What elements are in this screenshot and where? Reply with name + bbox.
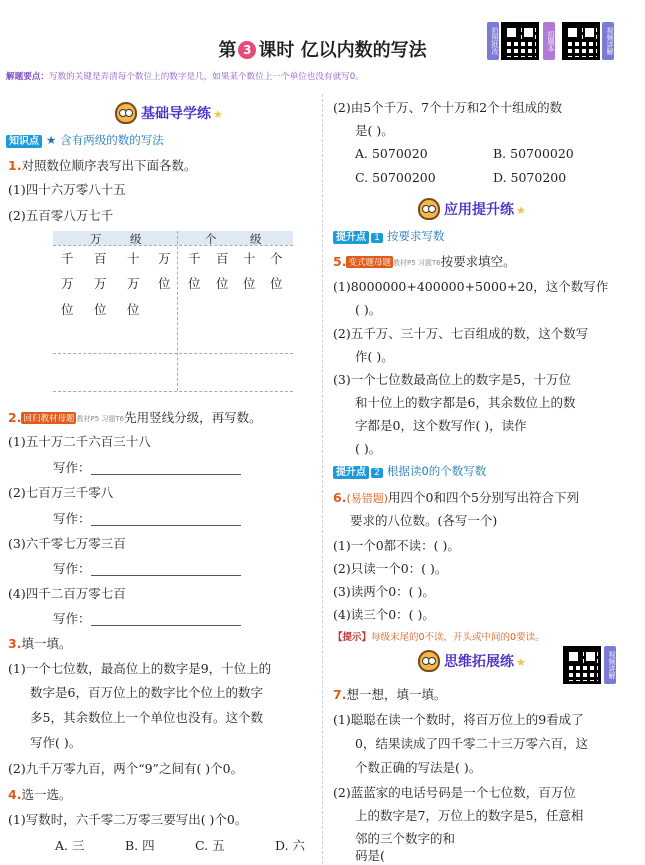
owl-mascot-icon [418, 198, 440, 220]
q6-stem: 6.(易错题)用四个0和四个5分别写出符合下列 [333, 490, 579, 505]
q5-item-2-line: (2)五千万、三十万、七百组成的数，这个数写 [333, 326, 589, 341]
qr-tag-video[interactable]: 视频讲解 [604, 646, 616, 684]
q4-2-option-c[interactable]: C. 50700200 [355, 170, 436, 185]
q6-item-3: (3)读两个0：( )。 [333, 584, 435, 599]
q4-2-option-b[interactable]: B. 50700020 [493, 146, 574, 161]
q1-item-2: (2)五百零八万七千 [8, 208, 114, 223]
answer-line[interactable] [91, 512, 241, 526]
knowledge-point: 知识点 ★ 含有两级的数的写法 [6, 132, 164, 148]
q4-option-c[interactable]: C. 五 [195, 838, 225, 853]
q4-option-d[interactable]: D. 六 [275, 838, 306, 853]
table-divider [53, 245, 293, 246]
table-head-ji: 级 [130, 232, 142, 246]
hint-line: 【提示】每级末尾的0不读，开头或中间的0要读。 [333, 632, 545, 643]
table-head-ji2: 级 [250, 232, 262, 246]
improve-point-1: 提升点 1 按要求写数 [333, 228, 444, 244]
q7-item-2-line: 邻的三个数字的和 [355, 831, 456, 846]
column-divider [322, 94, 323, 864]
q6-item-2: (2)只读一个0：( )。 [333, 561, 448, 576]
q3-item-1-line: 多5，其余数位上一个单位也没有。这个数 [30, 710, 263, 725]
q3-item-1-line: (1)一个七位数，最高位上的数字是9，十位上的 [8, 661, 272, 676]
q2-item-1: (1)五十万二千六百三十八 [8, 434, 151, 449]
table-head-ge: 个 [205, 232, 217, 246]
q2-item-3: (3)六千零七万零三百 [8, 536, 126, 551]
q5-item-1-line: ( )。 [355, 302, 382, 317]
qr-code-icon[interactable] [563, 646, 601, 684]
section-banner-basic: 基础导学练 ★ [115, 102, 223, 124]
page-title: 第 3 课时 亿以内数的写法 [218, 40, 427, 61]
q6-stem-line: 要求的八位数。(各写一个) [350, 513, 498, 528]
q4-item-1: (1)写数时，六千零二万零三要写出( )个0。 [8, 812, 248, 827]
owl-mascot-icon [418, 650, 440, 672]
q2-item-4: (4)四千二百万零七百 [8, 586, 126, 601]
q1-stem: 1.对照数位顺序表写出下面各数。 [8, 158, 197, 173]
q2-answer-3: 写作： [53, 559, 241, 577]
q5-item-2-line: 作( )。 [355, 349, 394, 364]
q1-item-1: (1)四十六万零八十五 [8, 182, 126, 197]
q2-answer-1: 写作： [53, 458, 241, 476]
q3-item-1-line: 数字是6，百万位上的数字比个位上的数字 [30, 685, 263, 700]
q5-item-1-line: (1)8000000+400000+5000+20，这个数写作 [333, 279, 609, 294]
q7-item-1-line: 个数正确的写法是( )。 [355, 760, 482, 775]
q2-item-2: (2)七百万三千零八 [8, 485, 114, 500]
q5-item-3-line: ( )。 [355, 441, 382, 456]
q7-item-2-line: (2)蓝蓝家的电话号码是一个七位数，百万位 [333, 785, 576, 800]
q5-item-3-line: 和十位上的数字都是6，其余数位上的数 [355, 395, 576, 410]
q7-item-2-line: 码是( [355, 848, 385, 863]
q4-option-a[interactable]: A. 三 [55, 838, 85, 853]
table-head-wan: 万 [90, 232, 102, 246]
q7-item-1-line: (1)聪聪在读一个数时，将百万位上的9看成了 [333, 712, 584, 727]
q6-item-1: (1)一个0都不读：( )。 [333, 538, 460, 553]
keypoint-line: 解题要点：写数的关键是弄清每个数位上的数字是几，如果某个数位上一个单位也没有就写0。 [6, 72, 364, 82]
star-icon: ★ [213, 108, 223, 121]
section-banner-extend: 思维拓展练 ★ [418, 650, 526, 672]
q3-item-1-line: 写作( )。 [30, 735, 82, 750]
section-banner-apply: 应用提升练 ★ [418, 198, 526, 220]
table-divider [53, 391, 293, 392]
q4-2-line: 是( )。 [355, 123, 394, 138]
q2-answer-2: 写作： [53, 509, 241, 527]
q5-stem: 5. 变式题母题 教材P5 习题T6按要求填空。 [333, 254, 516, 269]
star-icon: ★ [516, 204, 526, 217]
table-divider [53, 353, 293, 354]
answer-line[interactable] [91, 461, 241, 475]
answer-line[interactable] [91, 612, 241, 626]
answer-line[interactable] [91, 562, 241, 576]
q7-stem: 7.想一想，填一填。 [333, 687, 447, 702]
knowledge-star-icon: ★ [45, 133, 57, 147]
q3-item-2: (2)九千万零九百，两个“9”之间有( )个0。 [8, 761, 244, 776]
improve-point-2: 提升点 2 根据读0的个数写数 [333, 463, 486, 479]
q6-item-4: (4)读三个0：( )。 [333, 607, 435, 622]
qr-tag-book: 招题本 [543, 22, 555, 60]
lesson-number-badge: 3 [238, 41, 256, 59]
q7-item-1-line: 0，结果读成了四千零二十三万零六百，这 [355, 736, 588, 751]
q3-stem: 3.填一填。 [8, 636, 72, 651]
q2-answer-4: 写作： [53, 609, 241, 627]
q4-2-line: (2)由5个千万、7个十万和2个十组成的数 [333, 100, 563, 115]
q4-option-b[interactable]: B. 四 [125, 838, 155, 853]
q5-item-3-line: 字都是0，这个数写作( )，读作 [355, 418, 527, 433]
qr-tag-video[interactable]: 视频讲解 [602, 22, 614, 60]
qr-tag-photo-correct[interactable]: 拍照批改 [487, 22, 499, 60]
q7-item-2-line: 上的数字是7，万位上的数字是5，任意相 [355, 808, 584, 823]
q4-2-option-a[interactable]: A. 5070020 [355, 146, 428, 161]
star-icon: ★ [516, 656, 526, 669]
q5-item-3-line: (3)一个七位数最高位上的数字是5，十万位 [333, 372, 572, 387]
q2-stem: 2. 回归教材母题 教材P5 习题T6先用竖线分级，再写数。 [8, 410, 262, 425]
owl-mascot-icon [115, 102, 137, 124]
table-divider [177, 231, 178, 391]
q4-2-option-d[interactable]: D. 5070200 [493, 170, 567, 185]
qr-code-icon[interactable] [501, 22, 539, 60]
q4-stem: 4.选一选。 [8, 787, 72, 802]
qr-code-icon[interactable] [562, 22, 600, 60]
